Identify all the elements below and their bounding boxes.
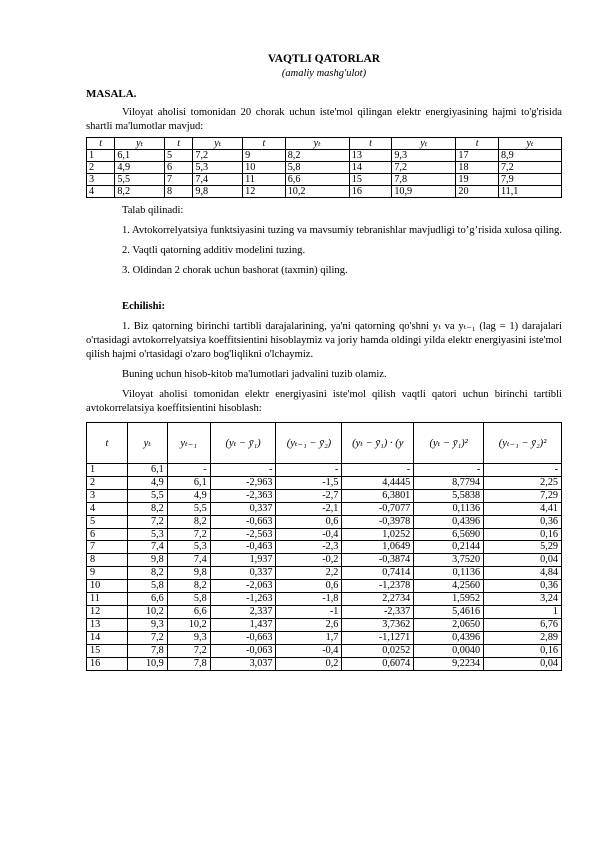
table-cell: 8,2: [127, 567, 167, 580]
table-cell: 0,6074: [342, 657, 414, 670]
table-cell: 0,36: [484, 515, 562, 528]
table-cell: 0,6: [276, 580, 342, 593]
table-cell: 9,3: [127, 618, 167, 631]
table-row: [87, 464, 562, 477]
source-table-header: [87, 138, 562, 150]
table-cell: 1: [87, 150, 115, 162]
table-cell: -1,8: [276, 593, 342, 606]
table-cell: 0,4396: [414, 515, 484, 528]
table-cell: 11,1: [498, 186, 561, 198]
table-cell: -1,2378: [342, 580, 414, 593]
table-cell: -2,563: [210, 528, 276, 541]
column-header: yₜ: [115, 138, 165, 150]
table-cell: 4: [87, 502, 128, 515]
table-cell: 5,3: [167, 541, 210, 554]
table-cell: -1,5: [276, 476, 342, 489]
table-cell: 3,24: [484, 593, 562, 606]
table-cell: 8,2: [115, 186, 165, 198]
table-cell: 7,2: [498, 162, 561, 174]
table-cell: 15: [87, 644, 128, 657]
table-cell: 5: [87, 515, 128, 528]
table-cell: -2,363: [210, 489, 276, 502]
table-cell: 5,5: [127, 489, 167, 502]
table-row: [87, 618, 562, 631]
table-row: [87, 541, 562, 554]
table-cell: 10,2: [285, 186, 349, 198]
table-cell: 1: [484, 605, 562, 618]
table-cell: -: [167, 464, 210, 477]
table-cell: -1: [276, 605, 342, 618]
task-2: 2. Vaqtli qatorning additiv modelini tuzing.: [122, 245, 306, 256]
table-cell: 0,0040: [414, 644, 484, 657]
table-cell: 9: [243, 150, 286, 162]
table-cell: 6: [165, 162, 193, 174]
table-row: [87, 489, 562, 502]
table-cell: -1,263: [210, 593, 276, 606]
table-cell: -0,3978: [342, 515, 414, 528]
table-cell: -: [276, 464, 342, 477]
table-cell: 7,4: [127, 541, 167, 554]
table-cell: 7,8: [127, 644, 167, 657]
table-cell: 0,6: [276, 515, 342, 528]
column-header: t: [165, 138, 193, 150]
table-cell: 8,7794: [414, 476, 484, 489]
source-data-table: [86, 137, 562, 198]
column-header: yₜ: [193, 138, 243, 150]
table-cell: -: [414, 464, 484, 477]
table-row: [87, 174, 562, 186]
table-cell: -2,963: [210, 476, 276, 489]
table-cell: 9,2234: [414, 657, 484, 670]
table-cell: 6: [87, 528, 128, 541]
table-cell: 7: [87, 541, 128, 554]
table-cell: -1,1271: [342, 631, 414, 644]
task-3: 3. Oldindan 2 chorak uchun bashorat (taxmin) qiling.: [122, 265, 348, 276]
table-cell: 6,6: [285, 174, 349, 186]
table-cell: 9,8: [127, 554, 167, 567]
table-cell: 1,937: [210, 554, 276, 567]
table-cell: 7,4: [193, 174, 243, 186]
column-header: (yₜ₋₁ − ȳ₂)²: [484, 423, 562, 464]
page-subtitle: (amaliy mashg'ulot): [281, 68, 367, 79]
table-cell: -2,337: [342, 605, 414, 618]
table-cell: 4,84: [484, 567, 562, 580]
table-cell: 1,0649: [342, 541, 414, 554]
table-row: [87, 605, 562, 618]
table-cell: 7,8: [392, 174, 456, 186]
column-header: (yₜ₋₁ − ȳ₂): [276, 423, 342, 464]
table-cell: 0,04: [484, 554, 562, 567]
table-cell: 0,16: [484, 644, 562, 657]
table-cell: 15: [349, 174, 392, 186]
table-cell: 8,2: [285, 150, 349, 162]
table-cell: 0,337: [210, 567, 276, 580]
table-cell: -2,7: [276, 489, 342, 502]
table-cell: 11: [243, 174, 286, 186]
column-header: t: [456, 138, 499, 150]
table-cell: 4,9: [115, 162, 165, 174]
table-cell: 0,2144: [414, 541, 484, 554]
table-cell: 1,437: [210, 618, 276, 631]
calc-table-header: [87, 423, 562, 464]
table-cell: 3: [87, 489, 128, 502]
table-cell: 11: [87, 593, 128, 606]
table-cell: 3,7362: [342, 618, 414, 631]
table-row: [87, 580, 562, 593]
table-cell: 10,9: [127, 657, 167, 670]
table-cell: 2,2: [276, 567, 342, 580]
column-header: yₜ: [127, 423, 167, 464]
table-cell: 17: [456, 150, 499, 162]
table-cell: -0,063: [210, 644, 276, 657]
table-cell: 0,04: [484, 657, 562, 670]
table-cell: 0,7414: [342, 567, 414, 580]
table-cell: 7,2: [167, 644, 210, 657]
table-cell: 5,5838: [414, 489, 484, 502]
table-cell: 5: [165, 150, 193, 162]
table-cell: 8,2: [167, 515, 210, 528]
table-cell: 5,4616: [414, 605, 484, 618]
table-cell: 3: [87, 174, 115, 186]
table-row: [87, 567, 562, 580]
table-cell: 9,3: [167, 631, 210, 644]
table-cell: 0,4396: [414, 631, 484, 644]
table-cell: 8,2: [167, 580, 210, 593]
column-header: t: [349, 138, 392, 150]
table-cell: 5,3: [193, 162, 243, 174]
table-cell: 9: [87, 567, 128, 580]
column-header: yₜ: [285, 138, 349, 150]
table-cell: 6,6: [127, 593, 167, 606]
table-row: [87, 186, 562, 198]
column-header: yₜ: [392, 138, 456, 150]
table-cell: 4,41: [484, 502, 562, 515]
table-row: [87, 631, 562, 644]
table-cell: 1: [87, 464, 128, 477]
table-row: [87, 476, 562, 489]
table-cell: -0,4: [276, 644, 342, 657]
table-cell: -0,4: [276, 528, 342, 541]
table-cell: 0,36: [484, 580, 562, 593]
document-page: [86, 52, 562, 671]
table-cell: 9,8: [167, 567, 210, 580]
table-cell: 1,5952: [414, 593, 484, 606]
table-cell: 14: [87, 631, 128, 644]
autocorrelation-calc-table: [86, 422, 562, 671]
table-cell: -0,663: [210, 515, 276, 528]
table-cell: 2: [87, 162, 115, 174]
table-cell: 8,2: [127, 502, 167, 515]
table-cell: 2,89: [484, 631, 562, 644]
table-cell: 12: [87, 605, 128, 618]
table-cell: 14: [349, 162, 392, 174]
table-cell: 9,8: [193, 186, 243, 198]
column-header: yₜ: [498, 138, 561, 150]
table-cell: 0,1136: [414, 567, 484, 580]
table-cell: -0,663: [210, 631, 276, 644]
table-cell: 0,16: [484, 528, 562, 541]
table-cell: 6,3801: [342, 489, 414, 502]
table-cell: 6,1: [167, 476, 210, 489]
table-cell: 1,0252: [342, 528, 414, 541]
table-cell: 9,3: [392, 150, 456, 162]
solution-paragraph-2: Buning uchun hisob-kitob ma'lumotlari jadvalini tuzib olamiz.: [122, 369, 387, 380]
table-cell: 4: [87, 186, 115, 198]
table-cell: 7,2: [127, 631, 167, 644]
table-cell: 12: [243, 186, 286, 198]
table-cell: 10,2: [167, 618, 210, 631]
table-cell: 5,8: [285, 162, 349, 174]
table-cell: 6,1: [127, 464, 167, 477]
table-cell: 7,2: [193, 150, 243, 162]
table-row: [87, 150, 562, 162]
table-cell: 2,0650: [414, 618, 484, 631]
table-row: [87, 515, 562, 528]
table-cell: 16: [87, 657, 128, 670]
table-cell: 5,5: [115, 174, 165, 186]
table-cell: 6,5690: [414, 528, 484, 541]
table-cell: 2: [87, 476, 128, 489]
column-header: (yₜ − ȳ₁)²: [414, 423, 484, 464]
table-cell: -: [342, 464, 414, 477]
column-header: t: [87, 423, 128, 464]
table-cell: -0,7077: [342, 502, 414, 515]
table-cell: 6,1: [115, 150, 165, 162]
table-cell: 0,1136: [414, 502, 484, 515]
table-cell: 2,6: [276, 618, 342, 631]
table-cell: 16: [349, 186, 392, 198]
table-cell: 5,3: [127, 528, 167, 541]
table-cell: 4,9: [127, 476, 167, 489]
table-cell: 13: [87, 618, 128, 631]
table-row: [87, 644, 562, 657]
solution-heading: Echilishi:: [122, 301, 165, 312]
table-cell: 8: [87, 554, 128, 567]
table-cell: 0,337: [210, 502, 276, 515]
table-cell: 7,4: [167, 554, 210, 567]
table-row: [87, 657, 562, 670]
table-cell: 4,4445: [342, 476, 414, 489]
table-cell: 7,2: [127, 515, 167, 528]
table-row: [87, 162, 562, 174]
table-cell: 7,2: [167, 528, 210, 541]
column-header: yₜ₋₁: [167, 423, 210, 464]
table-row: [87, 593, 562, 606]
table-cell: 7,9: [498, 174, 561, 186]
table-cell: 10,2: [127, 605, 167, 618]
table-cell: 18: [456, 162, 499, 174]
table-cell: -0,2: [276, 554, 342, 567]
table-cell: -2,1: [276, 502, 342, 515]
table-cell: -0,3874: [342, 554, 414, 567]
table-cell: -2,063: [210, 580, 276, 593]
column-header: t: [87, 138, 115, 150]
table-cell: 4,2560: [414, 580, 484, 593]
table-cell: 5,5: [167, 502, 210, 515]
column-header: (yₜ − ȳ₁): [210, 423, 276, 464]
table-cell: 2,2734: [342, 593, 414, 606]
table-cell: 0,0252: [342, 644, 414, 657]
table-cell: 7,8: [167, 657, 210, 670]
table-cell: 7: [165, 174, 193, 186]
table-cell: 2,25: [484, 476, 562, 489]
table-cell: 6,6: [167, 605, 210, 618]
table-cell: 10: [87, 580, 128, 593]
table-cell: 20: [456, 186, 499, 198]
problem-intro: Viloyat aholisi tomonidan 20 chorak uchun iste'mol qilingan elektr energiyasining hajmi to'g'risida shartli ma'lumotlar mavjud:: [86, 107, 562, 132]
problem-heading: MASALA.: [86, 88, 137, 100]
table-cell: 0,2: [276, 657, 342, 670]
table-cell: 10,9: [392, 186, 456, 198]
table-cell: 2,337: [210, 605, 276, 618]
table-cell: -0,463: [210, 541, 276, 554]
table-cell: 10: [243, 162, 286, 174]
table-cell: 5,29: [484, 541, 562, 554]
table-cell: 6,76: [484, 618, 562, 631]
table-cell: 5,8: [127, 580, 167, 593]
column-header: t: [243, 138, 286, 150]
required-label: Talab qilinadi:: [122, 205, 184, 216]
table-cell: 3,7520: [414, 554, 484, 567]
page-title: VAQTLI QATORLAR: [267, 53, 381, 65]
solution-paragraph-3: Viloyat aholisi tomonidan elektr energiyasini iste'mol qilish vaqtli qatori uchun birinchi tartibli avtokorrelatsiya koeffitsientini hisoblash:: [86, 389, 562, 414]
table-row: [87, 528, 562, 541]
table-cell: 13: [349, 150, 392, 162]
table-row: [87, 554, 562, 567]
table-cell: 19: [456, 174, 499, 186]
table-cell: -: [484, 464, 562, 477]
table-cell: 4,9: [167, 489, 210, 502]
solution-paragraph-1: 1. Biz qatorning birinchi tartibli darajalarining, ya'ni qatorning qo'shni yₜ va yₜ₋₁ (lag = 1) darajalari o'rtasidagi avtokorrelyatsiya koeffitsientini hisoblaymiz va joriy hamda oldingi yilda elektr energiyasini iste'mol qilish hajmi o'rtasidagi o'zaro bog'liqlikni o'lchaymiz.: [86, 321, 562, 360]
column-header: (yₜ − ȳ₁) · (y: [342, 423, 414, 464]
table-cell: 1,7: [276, 631, 342, 644]
table-cell: 7,2: [392, 162, 456, 174]
table-cell: 8,9: [498, 150, 561, 162]
table-cell: 3,037: [210, 657, 276, 670]
table-cell: 5,8: [167, 593, 210, 606]
table-cell: -2,3: [276, 541, 342, 554]
table-cell: -: [210, 464, 276, 477]
table-row: [87, 502, 562, 515]
table-cell: 8: [165, 186, 193, 198]
table-cell: 7,29: [484, 489, 562, 502]
task-1: 1. Avtokorrelyatsiya funktsiyasini tuzing va mavsumiy tebranishlar mavjudligi to’g’risida xulosa qiling.: [122, 225, 562, 236]
